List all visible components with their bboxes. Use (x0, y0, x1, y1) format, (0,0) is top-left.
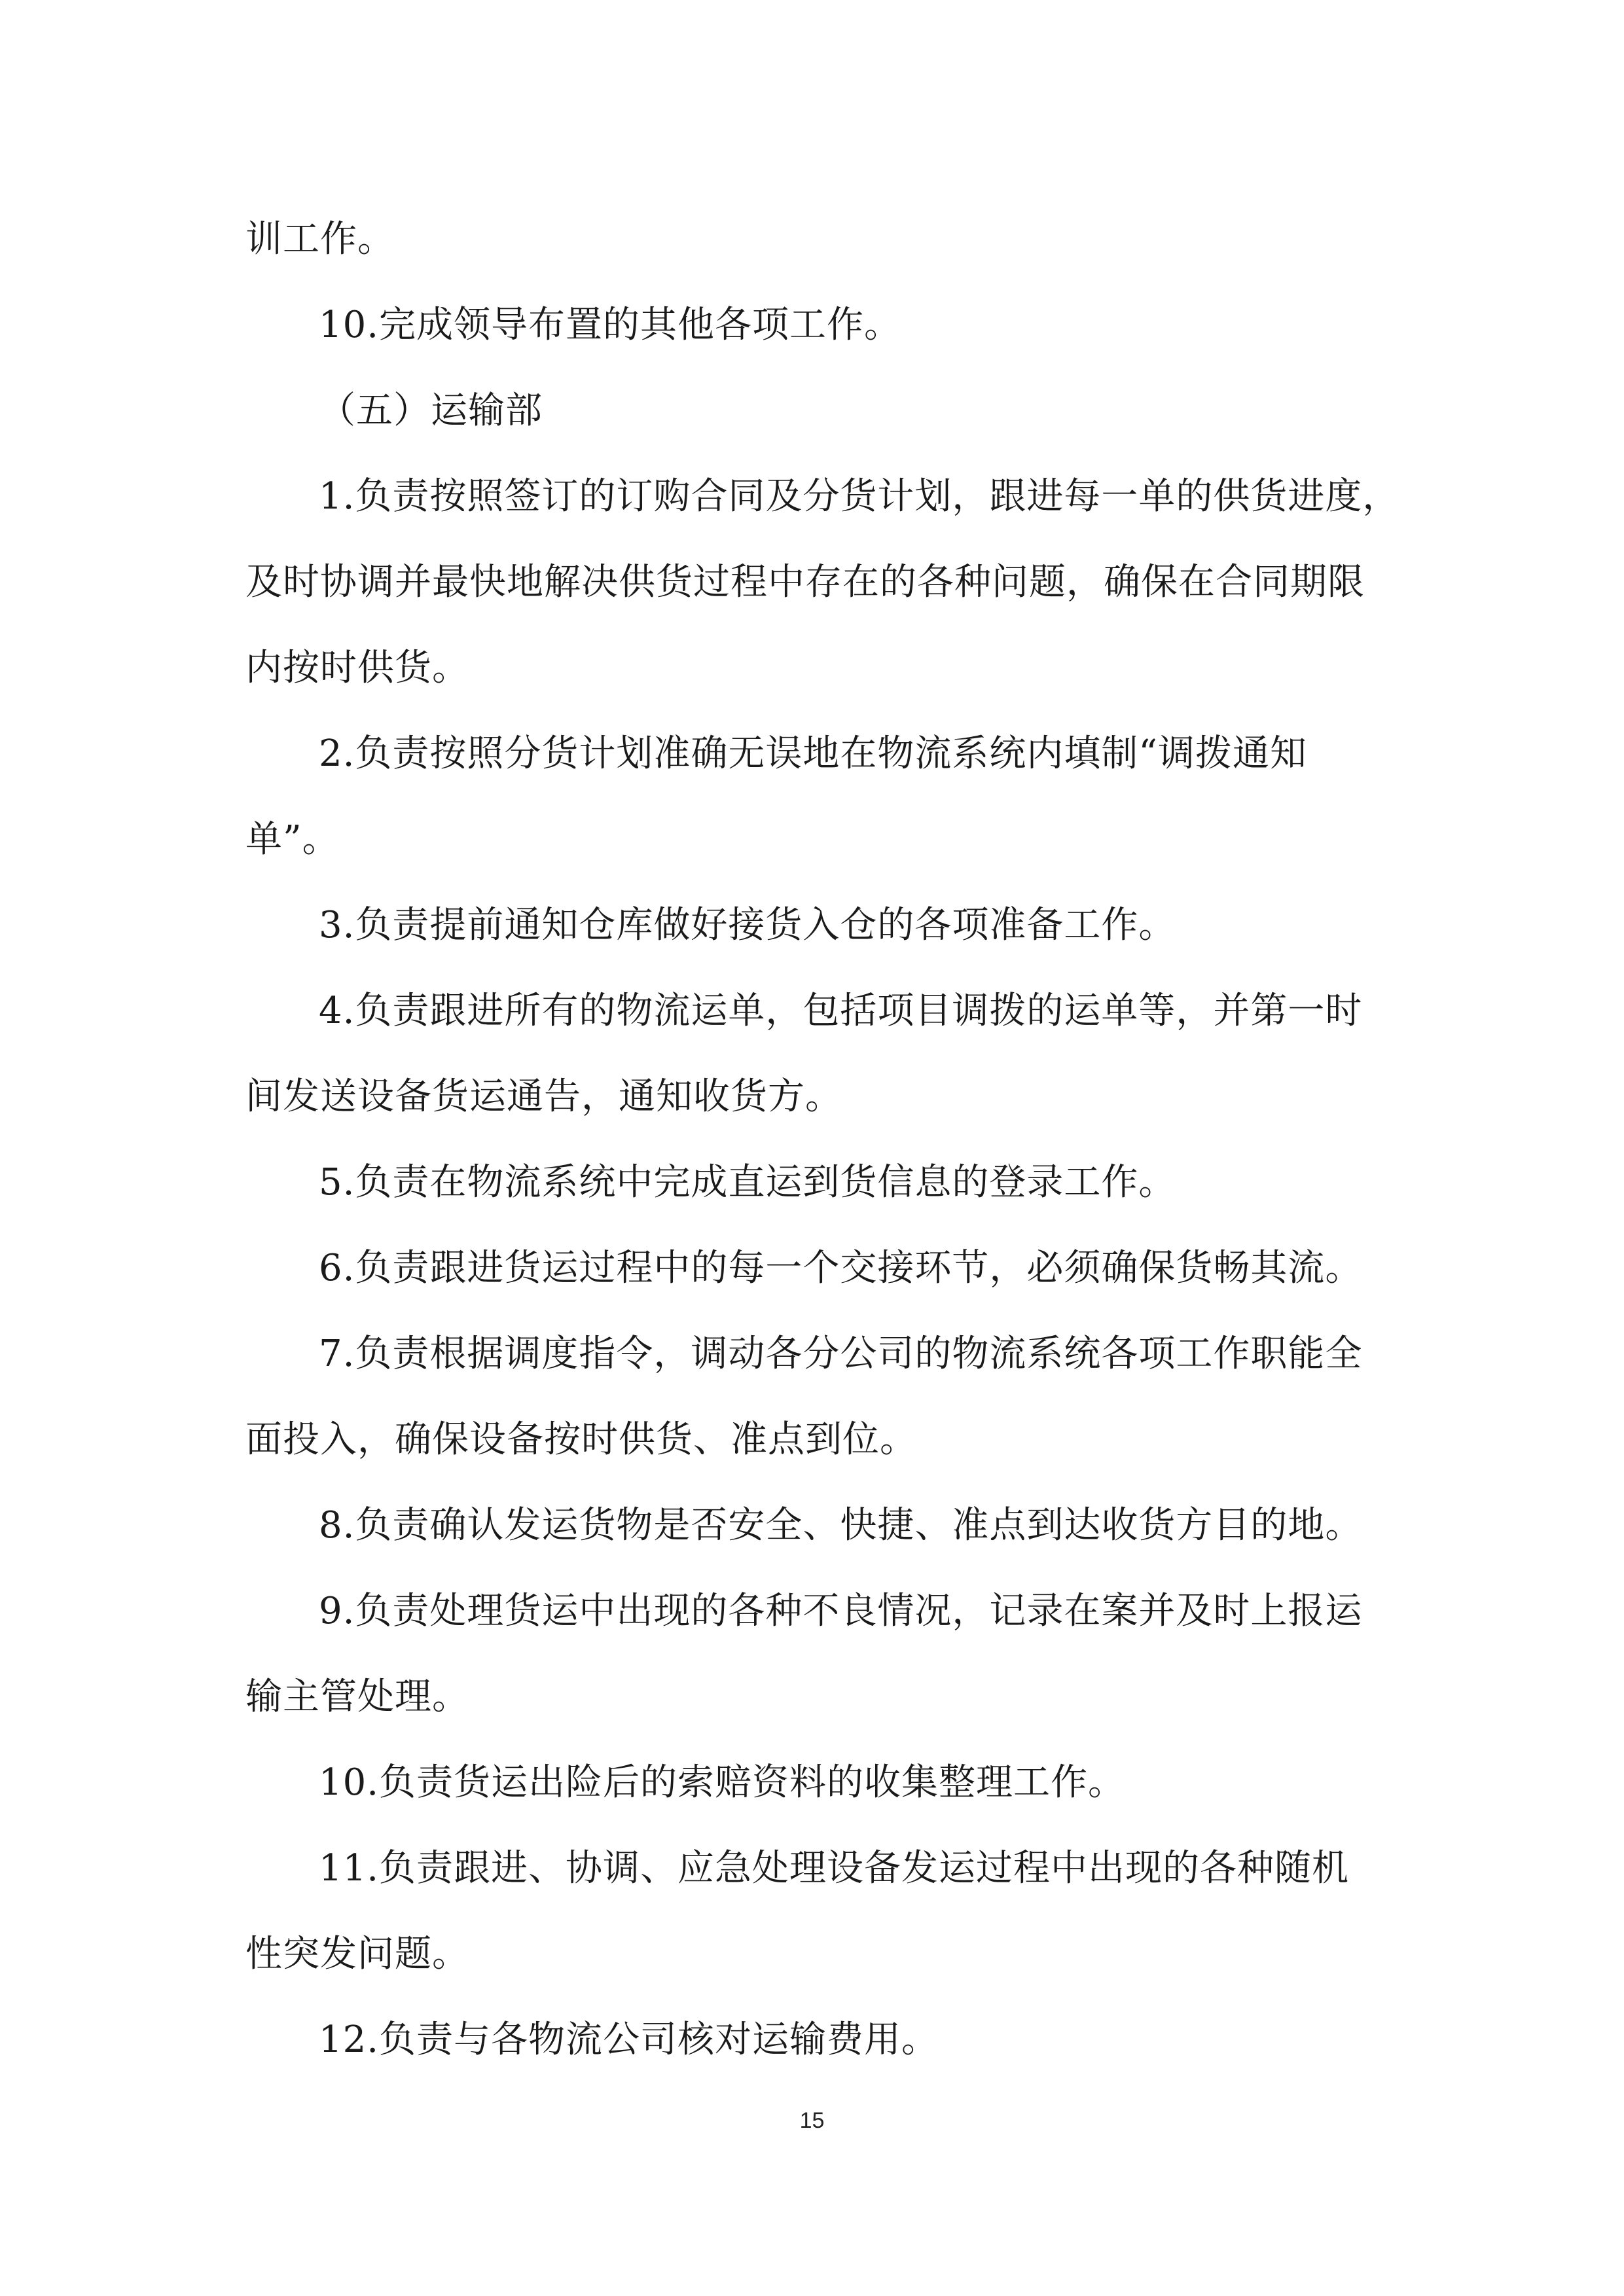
text-line: 1.负责按照签订的订购合同及分货计划，跟进每一单的供货进度， (319, 475, 1400, 518)
text-line: 7.负责根据调度指令，调动各分公司的物流系统各项工作职能全 (319, 1333, 1363, 1375)
text-line: 及时协调并最快地解决供货过程中存在的各种问题，确保在合同期限 (245, 561, 1365, 603)
text-line: 12.负责与各物流公司核对运输费用。 (319, 2018, 939, 2061)
text-line: 单”。 (245, 818, 340, 861)
section-heading: （五）运输部 (319, 389, 543, 432)
text-line: 9.负责处理货运中出现的各种不良情况，记录在案并及时上报运 (319, 1590, 1363, 1632)
text-line: 5.负责在物流系统中完成直运到货信息的登录工作。 (319, 1161, 1176, 1204)
text-line: 11.负责跟进、协调、应急处理设备发运过程中出现的各种随机 (319, 1847, 1350, 1890)
text-line: 面投入，确保设备按时供货、准点到位。 (245, 1418, 917, 1461)
text-line: 10.负责货运出险后的索赔资料的收集整理工作。 (319, 1761, 1126, 1804)
text-line: 4.负责跟进所有的物流运单，包括项目调拨的运单等，并第一时 (319, 990, 1363, 1032)
text-line: 输主管处理。 (245, 1676, 469, 1718)
text-line: 6.负责跟进货运过程中的每一个交接环节，必须确保货畅其流。 (319, 1247, 1363, 1289)
text-line: 2.负责按照分货计划准确无误地在物流系统内填制“调拨通知 (319, 732, 1308, 775)
text-line: 10.完成领导布置的其他各项工作。 (319, 304, 902, 346)
text-line: 3.负责提前通知仓库做好接货入仓的各项准备工作。 (319, 904, 1176, 946)
text-line: 8.负责确认发运货物是否安全、快捷、准点到达收货方目的地。 (319, 1504, 1363, 1547)
text-line: 性突发问题。 (245, 1933, 469, 1975)
text-line: 内按时供货。 (245, 647, 469, 689)
page-number: 15 (799, 2108, 825, 2133)
text-line: 训工作。 (245, 218, 395, 260)
text-line: 间发送设备货运通告，通知收货方。 (245, 1075, 842, 1118)
